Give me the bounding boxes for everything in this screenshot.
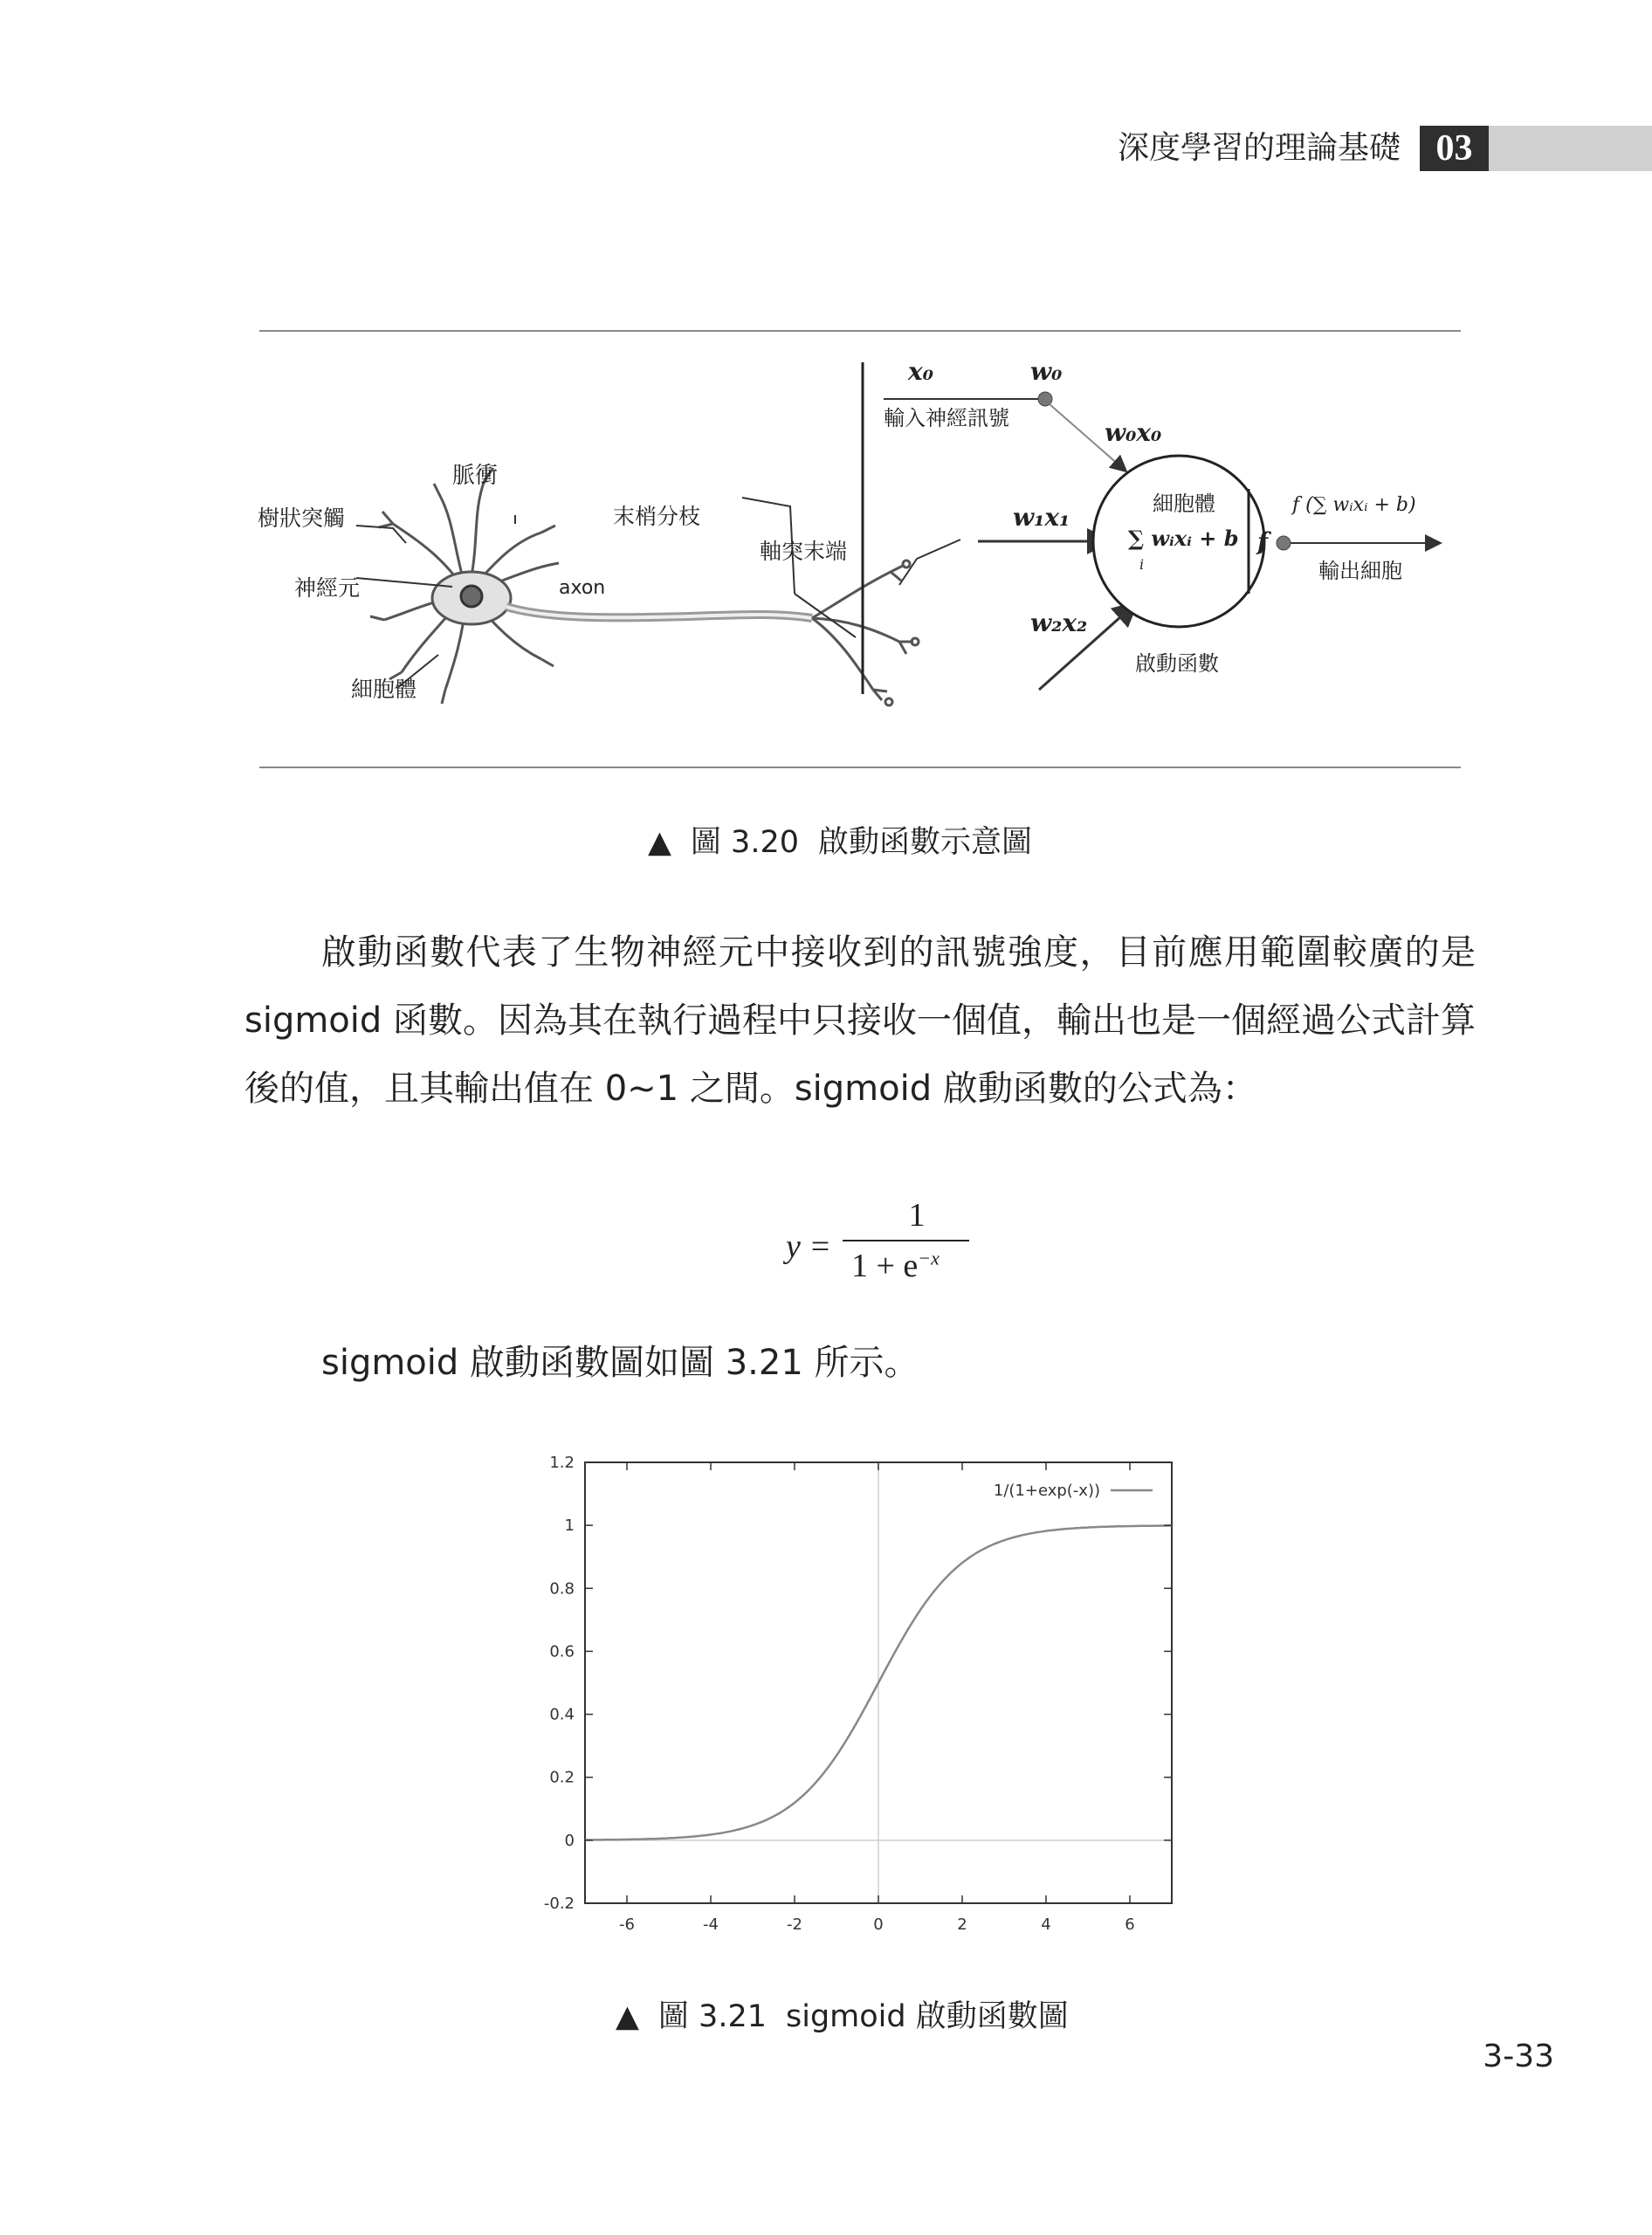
output-node — [1277, 536, 1291, 550]
y-tick-label: 1 — [564, 1516, 575, 1536]
label-cell-body: 細胞體 — [351, 677, 417, 702]
body-paragraph-1: 啟動函數代表了生物神經元中接收到的訊號強度，目前應用範圍較廣的是 sigmoid 函數。因為其在執行過程中只接收一個值，輸出也是一個經過公式計算後的值，且其輸出值在 0~1 之間。sigmoid 啟動函數的公式為： — [244, 932, 1476, 1109]
sigmoid-chart — [524, 1441, 1187, 1947]
caption-text: 啟動函數示意圖 — [817, 825, 1032, 860]
label-sum-index: i — [1139, 556, 1145, 573]
chapter-number-badge: 03 — [1420, 126, 1489, 171]
label-neuron: 神經元 — [294, 575, 361, 601]
caption-triangle-icon: ▲ — [616, 1999, 639, 2034]
label-output-expr: f (∑ wᵢxᵢ + b) — [1292, 494, 1416, 516]
label-axon-terminal: 軸突末端 — [760, 539, 848, 564]
neuron-diagram — [253, 340, 1467, 760]
caption-number: 圖 3.21 — [657, 1999, 767, 2034]
formula-fraction-bar — [843, 1240, 969, 1241]
x-tick-label: 4 — [1041, 1915, 1051, 1934]
label-dendrite: 樹狀突觸 — [258, 505, 346, 531]
x-tick-label: -2 — [787, 1915, 802, 1934]
caption-triangle-icon: ▲ — [648, 825, 671, 860]
label-w1x1: w₁x₁ — [1013, 503, 1070, 532]
x-tick-label: -6 — [619, 1915, 635, 1934]
legend-label: 1/(1+exp(-x)) — [993, 1482, 1100, 1500]
y-tick-label: 0.6 — [549, 1642, 575, 1661]
body-paragraph-2: sigmoid 啟動函數圖如圖 3.21 所示。 — [321, 1343, 919, 1383]
label-model-cell-body: 細胞體 — [1153, 492, 1215, 516]
figure-bottom-rule — [259, 767, 1461, 768]
x-tick-label: 6 — [1125, 1915, 1135, 1934]
label-input-signal: 輸入神經訊號 — [884, 406, 1009, 430]
sigmoid-formula — [777, 1196, 952, 1292]
header-gray-bar — [1489, 126, 1652, 171]
y-tick-label: 0.4 — [549, 1705, 575, 1724]
caption-number: 圖 3.20 — [690, 825, 799, 860]
running-header-title: 深度學習的理論基礎 — [1117, 130, 1401, 166]
label-w2x2: w₂x₂ — [1030, 609, 1088, 637]
label-axon: axon — [559, 577, 606, 599]
figure-top-rule — [259, 330, 1461, 332]
label-terminal-branch: 末梢分枝 — [613, 504, 701, 529]
formula-lhs: y = — [786, 1228, 832, 1265]
page-number: 3-33 — [1483, 2039, 1554, 2074]
label-x0: x₀ — [908, 357, 933, 386]
y-tick-label: 0.8 — [549, 1579, 575, 1599]
label-impulse: 脈衝 — [452, 463, 499, 489]
y-tick-label: -0.2 — [543, 1895, 575, 1913]
x-tick-label: 0 — [873, 1915, 884, 1934]
label-output-cell: 輸出細胞 — [1318, 559, 1402, 583]
figure-3-20-caption — [648, 818, 1032, 862]
formula-numerator: 1 — [908, 1197, 926, 1234]
label-activation: 啟動函數 — [1135, 651, 1219, 676]
label-f: f — [1257, 527, 1269, 556]
x-tick-label: 2 — [957, 1915, 967, 1934]
y-tick-label: 0.2 — [549, 1768, 575, 1787]
figure-3-21-caption — [616, 1992, 1069, 2036]
x-tick-label: -4 — [703, 1915, 719, 1934]
y-tick-label: 0 — [564, 1831, 575, 1850]
label-w0: w₀ — [1030, 357, 1063, 386]
y-tick-label: 1.2 — [549, 1454, 575, 1472]
label-sum-expr: ∑ wᵢxᵢ + b — [1128, 526, 1239, 551]
label-w0x0: w₀x₀ — [1105, 418, 1162, 447]
caption-text: sigmoid 啟動函數圖 — [785, 1999, 1069, 2034]
formula-exponent: −x — [918, 1247, 940, 1269]
formula-denominator: $1 + e^{-x}$ — [851, 1247, 940, 1284]
